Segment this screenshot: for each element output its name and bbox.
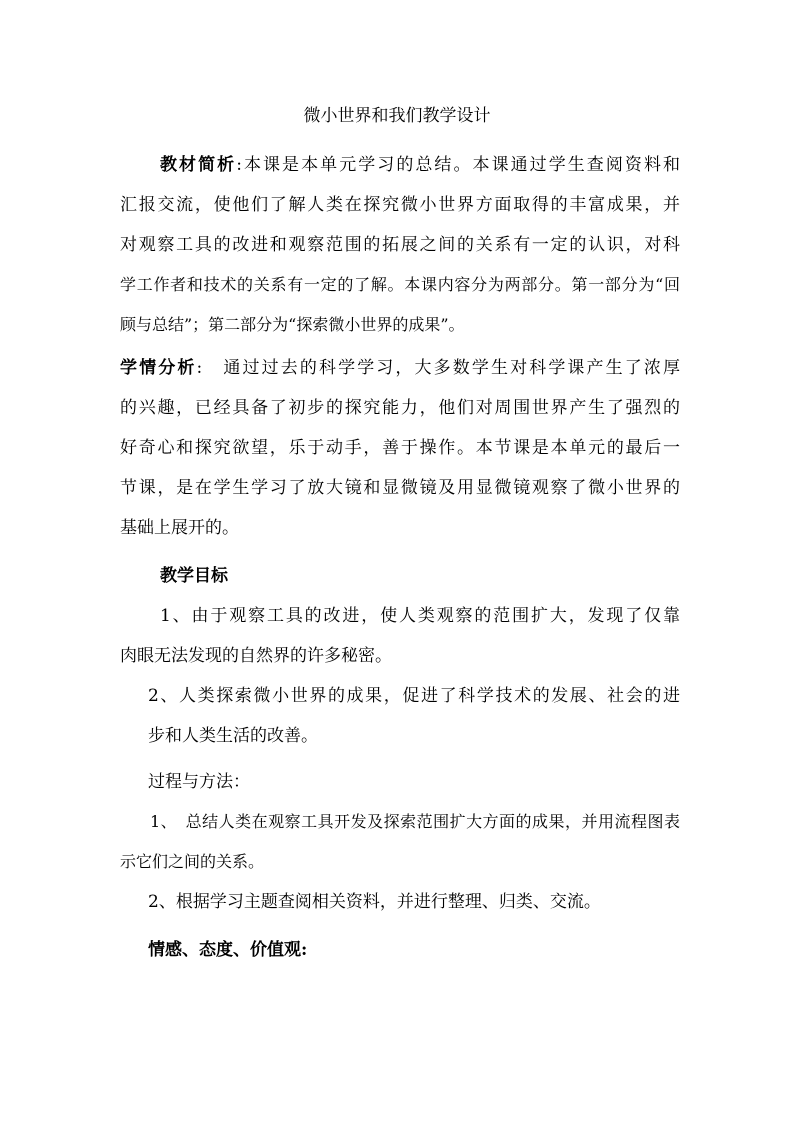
student-analysis-line-4: 节课，是在学生学习了放大镜和显微镜及用显微镜观察了微小世界的 <box>120 478 680 498</box>
emotion-attitude-heading: 情感、态度、价值观: <box>148 940 308 960</box>
student-analysis-line-3: 好奇心和探究欲望，乐于动手，善于操作。本节课是本单元的最后一 <box>120 438 680 458</box>
textbook-analysis-line-3: 对观察工具的改进和观察范围的拓展之间的关系有一定的认识，对科 <box>120 235 680 255</box>
process-item-2-line-1: 2、根据学习主题查阅相关资料，并进行整理、归类、交流。 <box>148 892 601 912</box>
emotion-attitude-section <box>120 930 680 970</box>
textbook-analysis-line-4: 学工作者和技术的关系有一定的了解。本课内容分为两部分。第一部分为“回 <box>120 275 680 294</box>
process-methods-heading: 过程与方法： <box>148 772 250 792</box>
teaching-goals-section <box>120 556 680 756</box>
student-analysis-line-1: 学情分析: 通过过去的科学学习，大多数学生对科学课产生了浓厚 <box>120 358 680 378</box>
process-methods-section <box>120 762 680 922</box>
student-analysis-line-5: 基础上展开的。 <box>120 518 239 538</box>
teaching-goals-heading: 教学目标 <box>160 566 228 586</box>
student-analysis-section <box>120 348 680 548</box>
goal-item-1-line-2: 肉眼无法发现的自然界的许多秘密。 <box>120 646 392 666</box>
process-item-1-line-1: 1、 总结人类在观察工具开发及探索范围扩大方面的成果，并用流程图表 <box>150 812 680 831</box>
process-item-1-line-2: 示它们之间的关系。 <box>120 852 265 871</box>
goal-item-2-line-1: 2、人类探索微小世界的成果，促进了科学技术的发展、社会的进 <box>148 686 680 706</box>
goal-item-2-line-2: 步和人类生活的改善。 <box>148 726 318 746</box>
student-analysis-line-2: 的兴趣，已经具备了初步的探究能力，他们对周围世界产生了强烈的 <box>120 398 680 418</box>
textbook-analysis-line-2: 汇报交流，使他们了解人类在探究微小世界方面取得的丰富成果，并 <box>120 195 680 215</box>
textbook-analysis-line-5: 顾与总结”；第二部分为“探索微小世界的成果”。 <box>120 315 465 334</box>
textbook-analysis-section <box>120 145 680 345</box>
textbook-analysis-line-1: 教材简析:本课是本单元学习的总结。本课通过学生查阅资料和 <box>160 155 680 175</box>
student-analysis-label: 学情分析 <box>120 358 197 378</box>
goal-item-1-line-1: 1、由于观察工具的改进，使人类观察的范围扩大，发现了仅靠 <box>160 606 680 626</box>
textbook-analysis-label: 教材简析 <box>160 155 237 175</box>
document-title: 微小世界和我们教学设计 <box>303 106 491 126</box>
